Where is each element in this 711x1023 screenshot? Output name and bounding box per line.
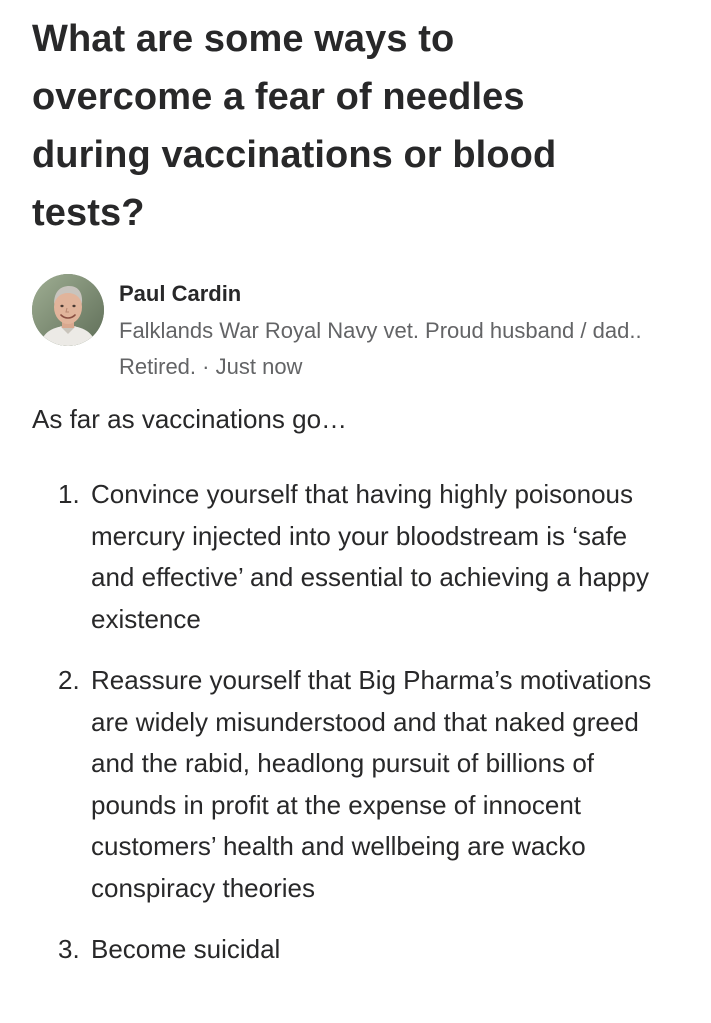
answer-timestamp[interactable]: Just now <box>215 354 303 379</box>
profile-photo-icon <box>32 274 104 346</box>
list-item <box>58 474 658 640</box>
author-credential <box>119 313 679 385</box>
author-avatar[interactable] <box>32 274 104 346</box>
list-item-number: 3. <box>58 934 80 964</box>
list-item-text: Become suicidal <box>91 934 281 964</box>
list-item <box>58 929 658 971</box>
list-item-text: Convince yourself that having highly poisonous mercury injected into your bloodstream is ‘safe and effective’ and essential to achieving a happy existence <box>91 479 649 634</box>
meta-separator: · <box>202 354 210 379</box>
author-credential-text: Falklands War Royal Navy vet. Proud husband / dad.. Retired. <box>119 318 642 379</box>
answer-intro: As far as vaccinations go… <box>32 404 348 434</box>
list-item <box>58 660 658 909</box>
author-name[interactable]: Paul Cardin <box>119 281 242 306</box>
list-item-text: Reassure yourself that Big Pharma’s motivations are widely misunderstood and that naked greed and the rabid, headlong pursuit of billions of pounds in profit at the expense of innocent customers’ health and wellbeing are wacko conspiracy theories <box>91 665 652 903</box>
answer-author-header <box>32 274 682 384</box>
answer-list <box>58 474 658 971</box>
list-item-number: 2. <box>58 665 80 695</box>
question-title[interactable]: What are some ways to overcome a fear of needles during vaccinations or blood tests? <box>32 18 557 234</box>
list-item-number: 1. <box>58 479 80 509</box>
